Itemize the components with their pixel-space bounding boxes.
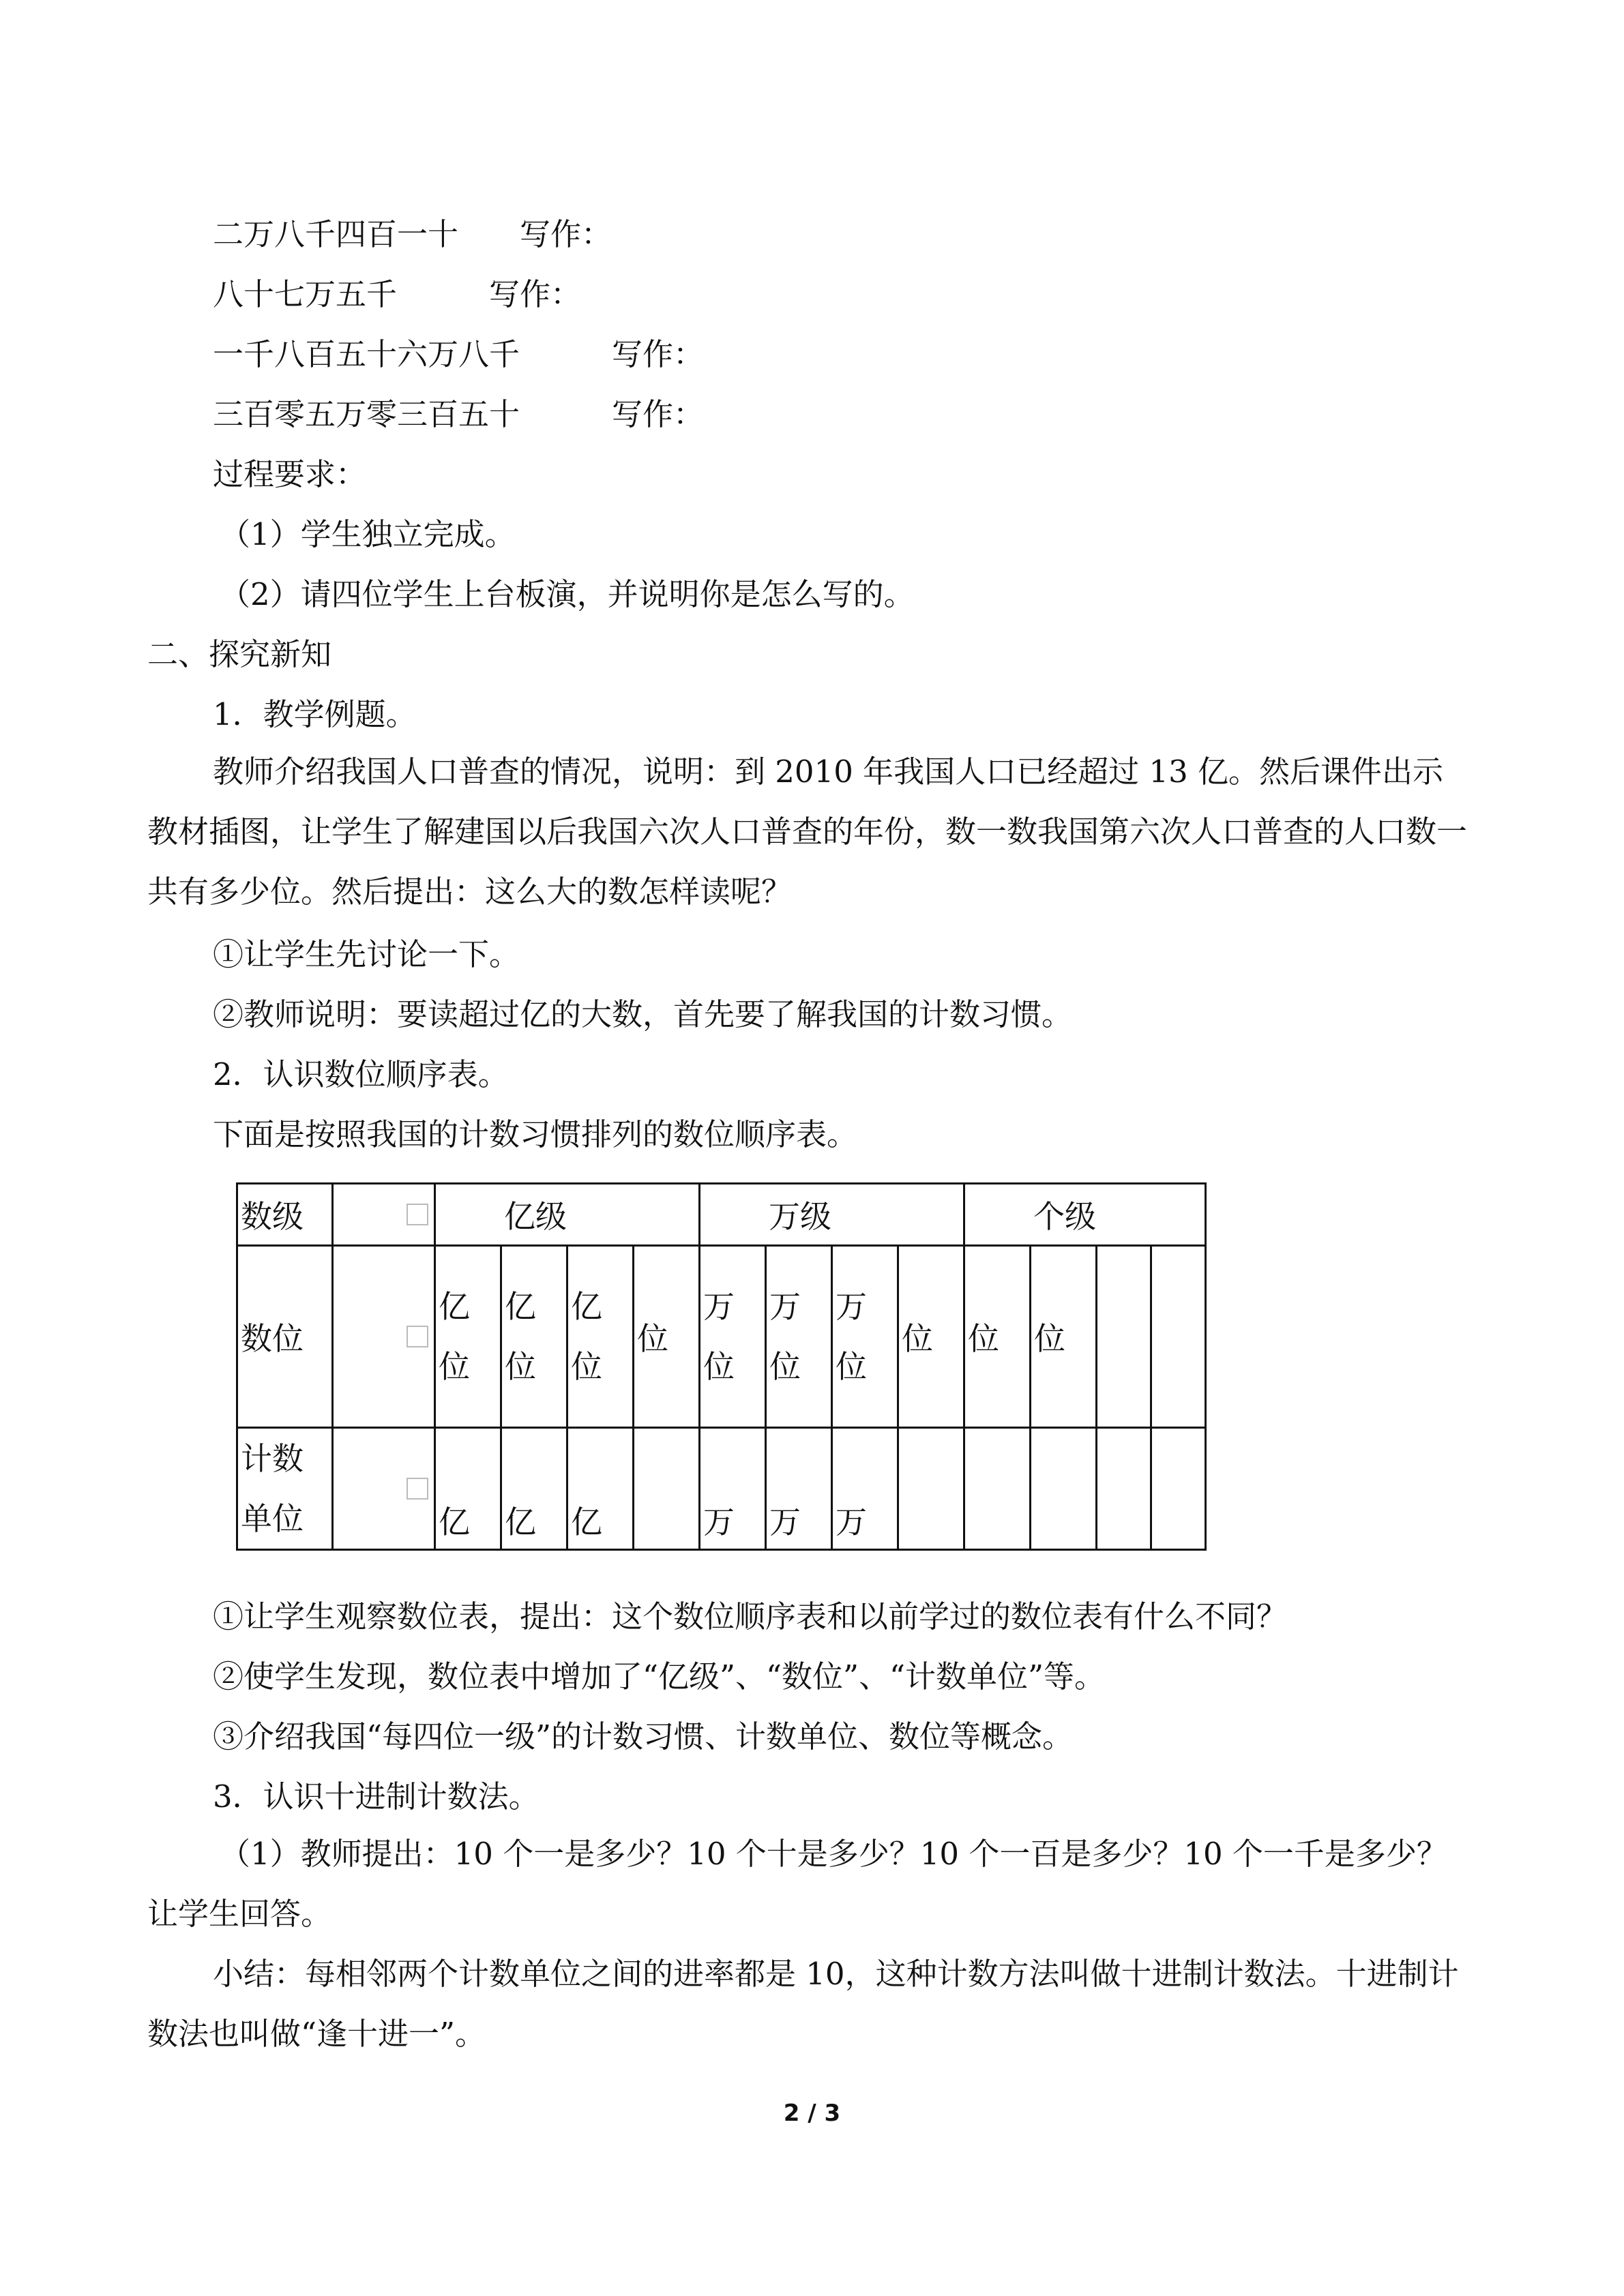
cell-level-label: 数级 xyxy=(237,1184,333,1246)
table-intro: 下面是按照我国的计数习惯排列的数位顺序表。 xyxy=(213,1116,858,1152)
discover-point: ②使学生发现，数位表中增加了“亿级”、“数位”、“计数单位”等。 xyxy=(213,1658,1106,1695)
exercise-line-1: 二万八千四百一十 写作： xyxy=(213,216,612,252)
cell-digit: 亿 位 xyxy=(567,1246,634,1428)
cell-digit: 亿 位 xyxy=(501,1246,567,1428)
step-1-heading: 1．教学例题。 xyxy=(213,696,417,732)
cell-blank xyxy=(333,1428,435,1550)
table-row-levels xyxy=(237,1184,1206,1246)
cell-digit: 万 位 xyxy=(700,1246,766,1428)
exercise-line-3: 一千八百五十六万八千 写作： xyxy=(213,336,705,372)
cell-unit: 万 xyxy=(700,1428,766,1550)
requirement-2: （2）请四位学生上台板演，并说明你是怎么写的。 xyxy=(220,576,915,612)
cell-unit-empty xyxy=(1097,1428,1151,1550)
cell-unit: 亿 xyxy=(567,1428,634,1550)
paragraph-question xyxy=(147,1824,1472,1944)
point-discuss: ①让学生先讨论一下。 xyxy=(213,936,520,972)
cell-level-yi: 亿级 xyxy=(435,1184,700,1246)
cell-digit-label: 数位 xyxy=(237,1246,333,1428)
cell-level-wan: 万级 xyxy=(700,1184,964,1246)
cell-digit: 位 xyxy=(964,1246,1031,1428)
step-2-heading: 2．认识数位顺序表。 xyxy=(213,1056,509,1092)
cell-unit-empty xyxy=(964,1428,1031,1550)
checkbox-glyph-icon xyxy=(407,1204,428,1225)
cell-unit-empty xyxy=(1151,1428,1206,1550)
requirement-1: （1）学生独立完成。 xyxy=(220,516,516,552)
place-value-table xyxy=(236,1182,1207,1551)
checkbox-glyph-icon xyxy=(407,1326,428,1347)
step-3-heading: 3．认识十进制计数法。 xyxy=(213,1778,540,1815)
cell-level-ge: 个级 xyxy=(964,1184,1206,1246)
cell-digit: 位 xyxy=(634,1246,700,1428)
cell-digit-empty xyxy=(1097,1246,1151,1428)
exercise-line-2: 八十七万五千 写作： xyxy=(213,276,582,312)
process-requirements-label: 过程要求： xyxy=(213,456,367,492)
section-heading: 二、探究新知 xyxy=(147,636,332,672)
cell-unit: 亿 xyxy=(501,1428,567,1550)
point-explain: ②教师说明：要读超过亿的大数，首先要了解我国的计数习惯。 xyxy=(213,996,1073,1032)
introduce-point: ③介绍我国“每四位一级”的计数习惯、计数单位、数位等概念。 xyxy=(213,1718,1074,1755)
page-number: 2 / 3 xyxy=(783,2100,841,2127)
checkbox-glyph-icon xyxy=(407,1478,428,1500)
paragraph-question-text: （1）教师提出：10 个一是多少？10 个十是多少？10 个一百是多少？10 个一千是多少？让学生回答。 xyxy=(147,1836,1447,1932)
table-row-units xyxy=(237,1428,1206,1550)
cell-unit: 亿 xyxy=(435,1428,501,1550)
paragraph-summary-text: 小结：每相邻两个计数单位之间的进率都是 10，这种计数方法叫做十进制计数法。十进制计数法也叫做“逢十进一”。 xyxy=(147,1956,1459,2052)
exercise-line-4: 三百零五万零三百五十 写作： xyxy=(213,396,705,432)
cell-unit-label: 计数 单位 xyxy=(237,1428,333,1550)
cell-unit-empty xyxy=(1031,1428,1097,1550)
cell-unit-empty xyxy=(634,1428,700,1550)
cell-unit: 万 xyxy=(832,1428,898,1550)
paragraph-summary xyxy=(147,1944,1472,2064)
cell-blank xyxy=(333,1246,435,1428)
table-row-digits xyxy=(237,1246,1206,1428)
cell-blank xyxy=(333,1184,435,1246)
cell-digit: 万 位 xyxy=(832,1246,898,1428)
cell-unit: 万 xyxy=(766,1428,832,1550)
cell-digit: 位 xyxy=(898,1246,964,1428)
cell-digit: 位 xyxy=(1031,1246,1097,1428)
paragraph-census-text: 教师介绍我国人口普查的情况，说明：到 2010 年我国人口已经超过 13 亿。然后课件出示教材插图，让学生了解建国以后我国六次人口普查的年份，数一数我国第六次人口普查的人口数一共有多少位。然后提出：这么大的数怎样读呢？ xyxy=(147,754,1468,910)
observe-point: ①让学生观察数位表，提出：这个数位顺序表和以前学过的数位表有什么不同？ xyxy=(213,1598,1288,1635)
cell-digit: 亿 位 xyxy=(435,1246,501,1428)
paragraph-census xyxy=(147,742,1472,922)
cell-digit-empty xyxy=(1151,1246,1206,1428)
cell-unit-empty xyxy=(898,1428,964,1550)
cell-digit: 万 位 xyxy=(766,1246,832,1428)
